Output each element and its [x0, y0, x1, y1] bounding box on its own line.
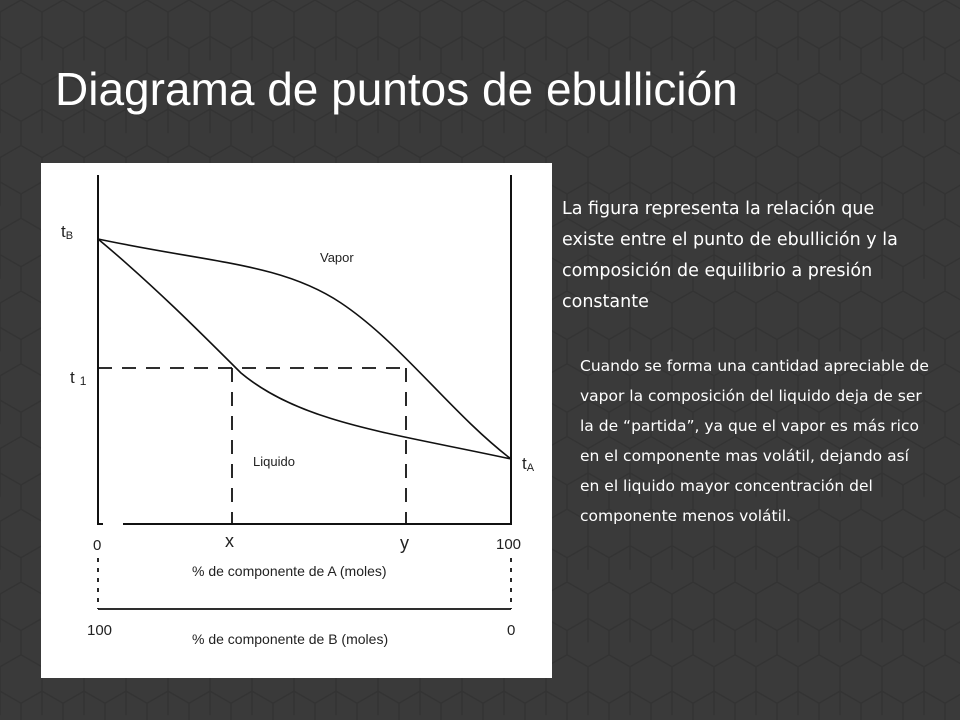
tick-b-100: 100 [87, 622, 113, 639]
tick-x: x [225, 531, 234, 551]
intro-paragraph: La figura representa la relación que existe entre el punto de ebullición y la composición de equilibrio a presión constante [562, 199, 898, 312]
slide-title: Diagrama de puntos de ebullición [55, 63, 738, 115]
liquid-curve [98, 239, 511, 459]
label-tB: t [61, 222, 66, 241]
explanation-paragraph: Cuando se forma una cantidad apreciable de vapor la composición del liquido deja de ser la de “partida”, ya que el vapor es más rico en el componente mas volátil, dejando así en el liquido mayor concentración del componente menos volátil. [580, 357, 929, 525]
region-vapor-label: Vapor [320, 250, 354, 265]
label-tA: t [522, 454, 527, 473]
label-t1: t [70, 368, 75, 387]
tick-y: y [400, 533, 409, 553]
region-liquido-label: Liquido [253, 454, 295, 469]
axis-b-label: % de componente de B (moles) [192, 631, 389, 647]
svg-text:tB [61, 222, 73, 242]
tick-a-100: 100 [496, 536, 522, 553]
axis-a-label: % de componente de A (moles) [192, 563, 387, 579]
label-t1-sub: 1 [79, 374, 87, 388]
boiling-point-diagram [41, 163, 552, 678]
diagram-svg [41, 163, 552, 678]
axis-gap [103, 518, 123, 530]
tick-b-0: 0 [507, 622, 516, 639]
label-tA-sub: A [526, 462, 535, 474]
vapor-curve [98, 239, 511, 459]
label-tB-sub: B [65, 230, 74, 242]
svg-text:tA [522, 454, 535, 474]
svg-text:t1 [70, 368, 87, 388]
tick-a-0: 0 [93, 537, 102, 554]
